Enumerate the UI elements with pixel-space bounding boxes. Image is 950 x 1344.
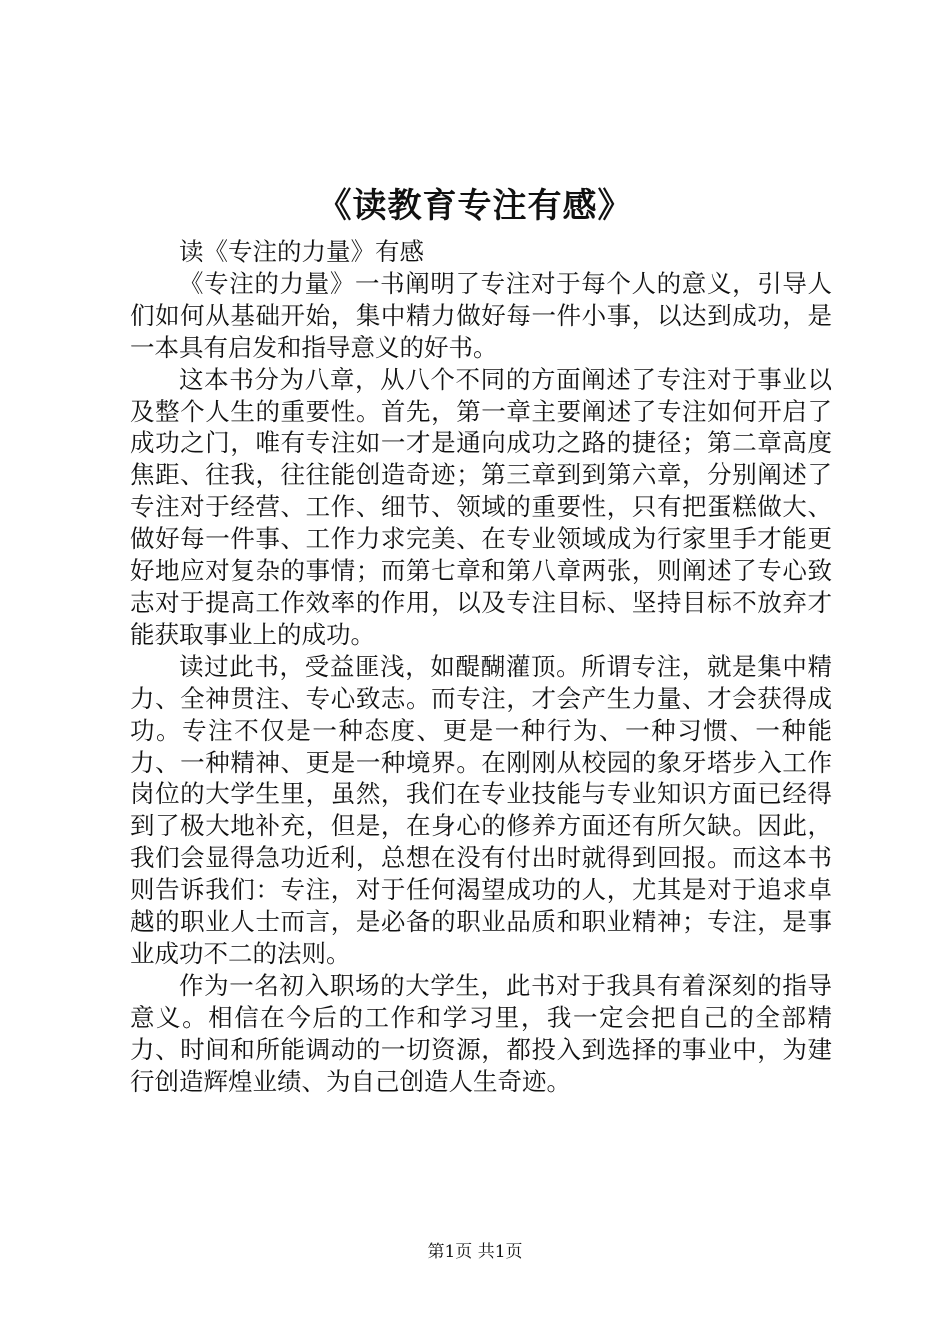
body-paragraph: 《专注的力量》一书阐明了专注对于每个人的意义，引导人们如何从基础开始，集中精力做好每一件小事，以达到成功，是一本具有启发和指导意义的好书。	[130, 268, 832, 362]
page-footer: 第1页 共1页	[427, 1242, 523, 1262]
document-title: 《读教育专注有感》	[317, 186, 633, 226]
body-paragraph: 作为一名初入职场的大学生，此书对于我具有着深刻的指导意义。相信在今后的工作和学习里，我一定会把自己的全部精力、时间和所能调动的一切资源，都投入到选择的事业中，为建行创造辉煌业绩、为自己创造人生奇迹。	[130, 970, 832, 1096]
body-paragraph: 这本书分为八章，从八个不同的方面阐述了专注对于事业以及整个人生的重要性。首先，第一章主要阐述了专注如何开启了成功之门，唯有专注如一才是通向成功之路的捷径；第二章高度焦距、往我，往往能创造奇迹；第三章到到第六章，分别阐述了专注对于经营、工作、细节、领域的重要性，只有把蛋糕做大、做好每一件事、工作力求完美、在专业领域成为行家里手才能更好地应对复杂的事情；而第七章和第八章两张，则阐述了专心致志对于提高工作效率的作用，以及专注目标、坚持目标不放弃才能获取事业上的成功。	[130, 364, 832, 649]
subtitle-paragraph: 读《专注的力量》有感	[179, 237, 424, 266]
document-body	[130, 236, 832, 1097]
body-paragraph: 读过此书，受益匪浅，如醍醐灌顶。所谓专注，就是集中精力、全神贯注、专心致志。而专注，才会产生力量、才会获得成功。专注不仅是一种态度、更是一种行为、一种习惯、一种能力、一种精神、更是一种境界。在刚刚从校园的象牙塔步入工作岗位的大学生里，虽然，我们在专业技能与专业知识方面已经得到了极大地补充，但是，在身心的修养方面还有所欠缺。因此，我们会显得急功近利，总想在没有付出时就得到回报。而这本书则告诉我们：专注，对于任何渴望成功的人，尤其是对于追求卓越的职业人士而言，是必备的职业品质和职业精神；专注，是事业成功不二的法则。	[130, 651, 832, 968]
